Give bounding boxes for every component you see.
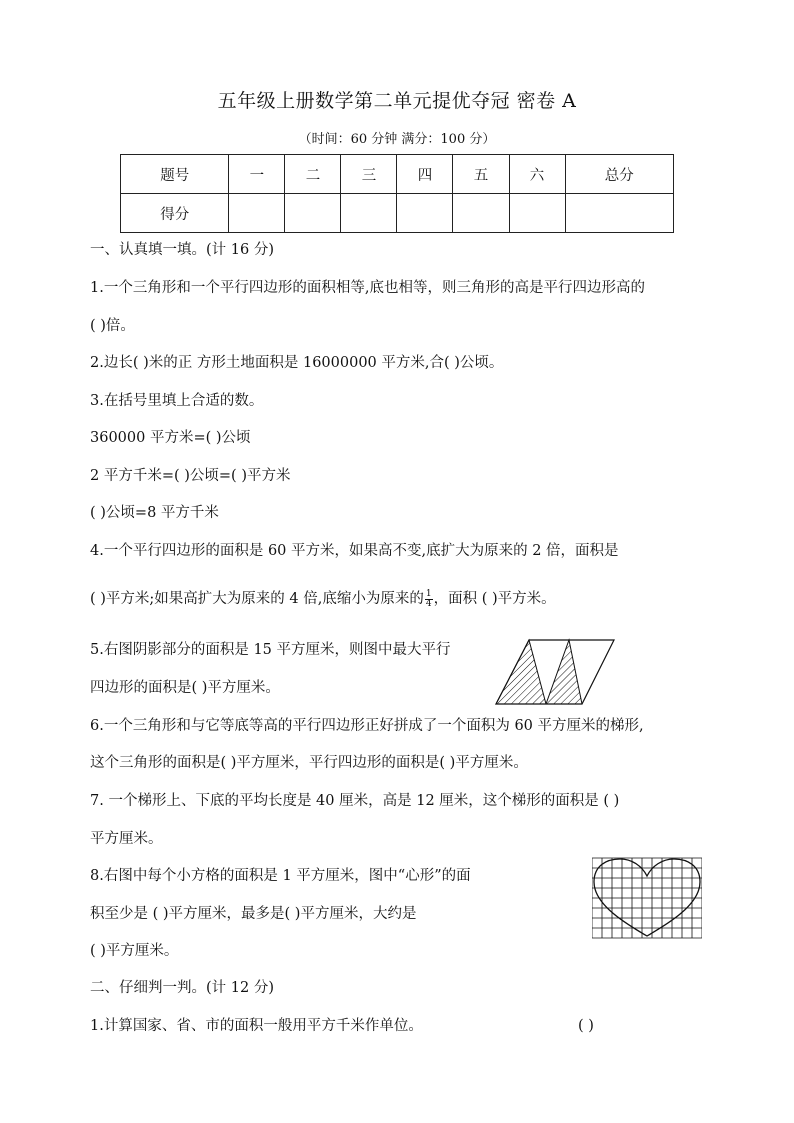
q5-line2: 四边形的面积是( )平方厘米。	[90, 680, 280, 696]
score-cell[interactable]	[565, 194, 673, 233]
header-cell: 二	[285, 155, 341, 194]
section1-heading: 一、认真填一填。(计 16 分)	[90, 242, 274, 258]
parallelogram-figure	[494, 636, 618, 708]
q3: 3.在括号里填上合适的数。	[90, 393, 264, 409]
exam-info: （时间：60 分钟 满分：100 分）	[298, 132, 496, 147]
q8-line1: 8.右图中每个小方格的面积是 1 平方厘米，图中“心形”的面	[90, 868, 471, 884]
q4-line2-b: ，面积 ( )平方米。	[433, 591, 556, 607]
section2-heading: 二、仔细判一判。(计 12 分)	[90, 980, 274, 996]
heart-grid-figure	[592, 856, 702, 940]
score-table	[120, 154, 674, 233]
q3-b: 2 平方千米=( )公顷=( )平方米	[90, 468, 291, 484]
q4-line2-a: ( )平方米;如果高扩大为原来的 4 倍,底缩小为原来的	[90, 591, 424, 607]
q1-line1: 1.一个三角形和一个平行四边形的面积相等,底也相等，则三角形的高是平行四边形高的	[90, 280, 645, 296]
q5-line1: 5.右图阴影部分的面积是 15 平方厘米，则图中最大平行	[90, 642, 451, 658]
shaded-triangle-left	[496, 640, 546, 704]
row-label: 得分	[121, 194, 229, 233]
score-table-header-row	[121, 155, 674, 194]
page-title: 五年级上册数学第二单元提优夺冠 密卷 A	[217, 90, 577, 112]
header-cell: 题号	[121, 155, 229, 194]
header-cell: 六	[509, 155, 565, 194]
s2-q1-answer-bracket[interactable]: ( )	[578, 1018, 594, 1034]
q1-line2: ( )倍。	[90, 318, 135, 334]
q6-line1: 6.一个三角形和与它等底等高的平行四边形正好拼成了一个面积为 60 平方厘米的梯形,	[90, 718, 644, 734]
header-cell: 五	[453, 155, 509, 194]
fraction-one-quarter: $\frac{1}{4}$	[425, 588, 432, 609]
score-table-score-row	[121, 194, 674, 233]
header-cell: 总分	[565, 155, 673, 194]
grid-lines	[592, 858, 702, 938]
score-cell[interactable]	[285, 194, 341, 233]
q4-line1: 4.一个平行四边形的面积是 60 平方米，如果高不变,底扩大为原来的 2 倍，面积是	[90, 543, 619, 559]
q7-line2: 平方厘米。	[90, 831, 163, 847]
shaded-triangle-right	[546, 640, 582, 704]
q4-line2	[90, 589, 556, 609]
q8-line3: ( )平方厘米。	[90, 943, 179, 959]
s2-q1: 1.计算国家、省、市的面积一般用平方千米作单位。	[90, 1018, 423, 1034]
score-cell[interactable]	[397, 194, 453, 233]
q8-line2: 积至少是 ( )平方厘米，最多是( )平方厘米，大约是	[90, 906, 417, 922]
q7-line1: 7. 一个梯形上、下底的平均长度是 40 厘米，高是 12 厘米，这个梯形的面积是 ( )	[90, 793, 620, 809]
header-cell: 三	[341, 155, 397, 194]
q3-c: ( )公顷=8 平方千米	[90, 505, 219, 521]
q2: 2.边长( )米的正 方形土地面积是 16000000 平方米,合( )公顷。	[90, 355, 504, 371]
score-cell[interactable]	[453, 194, 509, 233]
q3-a: 360000 平方米=( )公顷	[90, 430, 251, 446]
header-cell: 四	[397, 155, 453, 194]
score-cell[interactable]	[229, 194, 285, 233]
score-cell[interactable]	[509, 194, 565, 233]
heart-shape	[594, 859, 700, 936]
header-cell: 一	[229, 155, 285, 194]
score-cell[interactable]	[341, 194, 397, 233]
q6-line2: 这个三角形的面积是( )平方厘米，平行四边形的面积是( )平方厘米。	[90, 755, 528, 771]
